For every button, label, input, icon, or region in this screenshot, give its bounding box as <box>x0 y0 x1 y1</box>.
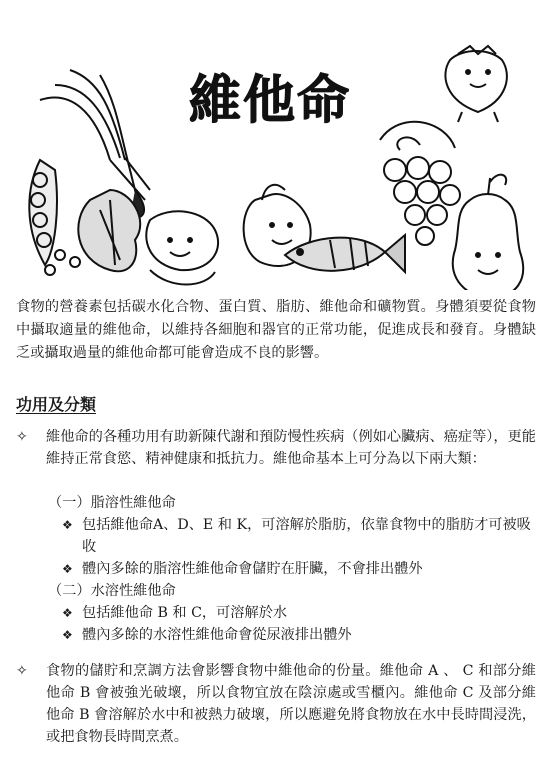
water-soluble-item-text: 包括維他命 B 和 C，可溶解於水 <box>82 605 288 621</box>
intro-paragraph: 食物的營養素包括碳水化合物、蛋白質、脂肪、維他命和礦物質。身體須要從食物中攝取適量的維他命，以維持各細胞和器官的正常功能，促進成長和發育。身體缺乏或攝取過量的維他命都可能會造成不良的影響。 <box>16 299 536 361</box>
grapes-drawing <box>380 122 460 245</box>
bullet-functions-text: 維他命的各種功用有助新陳代謝和預防慢性疾病（例如心臟病、癌症等），更能維持正常食慾、精神健康和抵抗力。維他命基本上可分為以下兩大類： <box>46 429 536 467</box>
section-heading: 功用及分類 <box>16 395 97 414</box>
water-soluble-item <box>62 624 532 646</box>
fat-soluble-item <box>62 558 532 580</box>
pea-pod-drawing <box>29 160 80 275</box>
four-petal-diamond-icon: ❖ <box>62 606 73 620</box>
fat-soluble-item-text: 包括維他命A、D、E 和 K，可溶解於脂肪，依靠食物中的脂肪才可被吸收 <box>82 517 531 555</box>
water-soluble-item-text: 體內多餘的水溶性維他命會從尿液排出體外 <box>82 627 352 643</box>
page-title: 維他命 <box>188 71 351 131</box>
fat-soluble-item-text: 體內多餘的脂溶性維他命會儲貯在肝臟，不會排出體外 <box>82 561 423 577</box>
water-soluble-heading: （二）水溶性維他命 <box>48 583 176 599</box>
four-petal-diamond-icon: ❖ <box>62 562 73 576</box>
pear-drawing <box>453 175 523 290</box>
diamond-outline-icon: ✧ <box>16 429 28 445</box>
fish-drawing <box>285 235 405 272</box>
four-petal-diamond-icon: ❖ <box>62 518 73 532</box>
diamond-outline-icon: ✧ <box>16 663 28 679</box>
fat-soluble-heading: （一）脂溶性維他命 <box>48 495 176 511</box>
bullet-functions <box>16 426 536 470</box>
fat-soluble-item <box>62 514 532 558</box>
cabbage-drawing <box>78 190 218 285</box>
four-petal-diamond-icon: ❖ <box>62 628 73 642</box>
bullet-storage-text: 食物的儲貯和烹調方法會影響食物中維他命的份量。維他命 A 、 C 和部分維他命 B 會被強光破壞，所以食物宜放在陰涼處或雪櫃內。維他命 C 及部分維他命 B 會溶解於水中和被熱力破壞，所以應避免將食物放在水中長時間浸洗，或把食物長時間烹煮。 <box>46 663 536 745</box>
strawberry-drawing <box>445 46 507 122</box>
bullet-storage <box>16 660 536 748</box>
water-soluble-item <box>62 602 532 624</box>
